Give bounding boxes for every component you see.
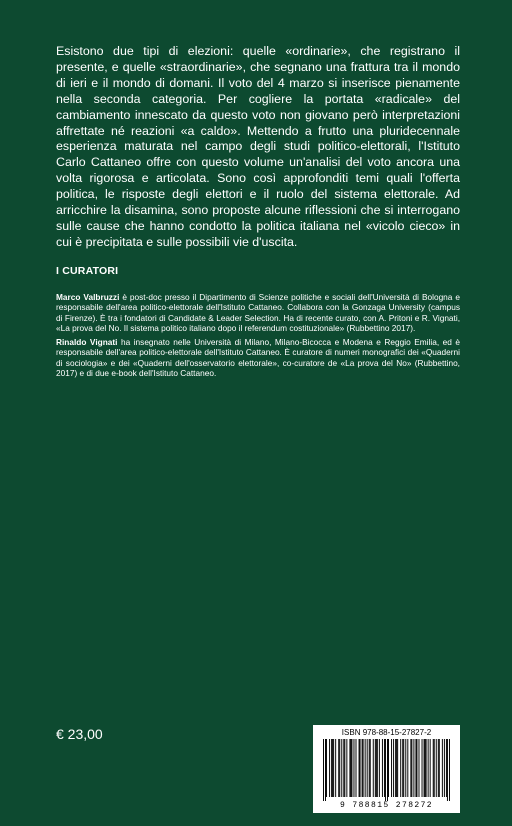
back-cover-blurb: Esistono due tipi di elezioni: quelle «ordinarie», che registrano il presente, e quelle «straordinarie», che segnano una frattura tra il mondo di ieri e il mondo di domani. Il voto del 4 marzo si inserisce pienamente nella seconda categoria. Per cogliere la portata «radicale» del cambiamento innescato da questo voto non giovano però interpretazioni affrettate né reazioni «a caldo». Mettendo a frutto una pluridecennale esperienza maturata nel campo degli studi politico-elettorali, l'Istituto Carlo Cattaneo offre con questo volume un'analisi del voto ancora una volta rigorosa e articolata. Sono così approfonditi temi quali l'offerta politica, le risposte degli elettori e il ruolo del sistema elettorale. Ad arricchire la disamina, sono proposte alcune riflessioni che si interrogano sulle cause che hanno condotto la politica italiana nel «vicolo cieco» in cui è precipitata e sulle possibili vie d'uscita. [56, 44, 460, 249]
barcode-icon [323, 739, 450, 801]
curator-name: Rinaldo Vignati [56, 337, 118, 347]
curator-name: Marco Valbruzzi [56, 292, 120, 302]
isbn-label: ISBN 978-88-15-27827-2 [341, 728, 432, 737]
isbn-barcode [313, 725, 460, 813]
curators-heading: I CURATORI [56, 265, 119, 277]
curator-bio-valbruzzi [56, 292, 460, 333]
barcode-digits: 9 788815 278272 [339, 801, 433, 810]
curator-bio-text: è post-doc presso il Dipartimento di Scienze politiche e sociali dell'Università di Bologna e responsabile dell'area politico-elettorale dell'Istituto Cattaneo. Collabora con la Gonzaga University (campus di Firenze). È tra i fondatori di Candidate & Leader Selection. Ha di recente curato, con A. Pritoni e R. Vignati, «La prova del No. Il sistema politico italiano dopo il referendum costituzionale» (Rubbettino 2017). [56, 292, 460, 333]
curator-bio-text: ha insegnato nelle Università di Milano, Milano-Bicocca e Modena e Reggio Emilia, ed è responsabile dell'area politico-elettorale dell'Istituto Cattaneo. È curatore di numeri monografici dei «Quaderni di sociologia» e dei «Quaderni dell'osservatorio elettorale», co-curatore de «La prova del No» (Rubbettino, 2017) e di due e-book dell'Istituto Cattaneo. [56, 337, 460, 378]
price-label: € 23,00 [56, 726, 103, 742]
curator-bio-vignati [56, 337, 460, 378]
